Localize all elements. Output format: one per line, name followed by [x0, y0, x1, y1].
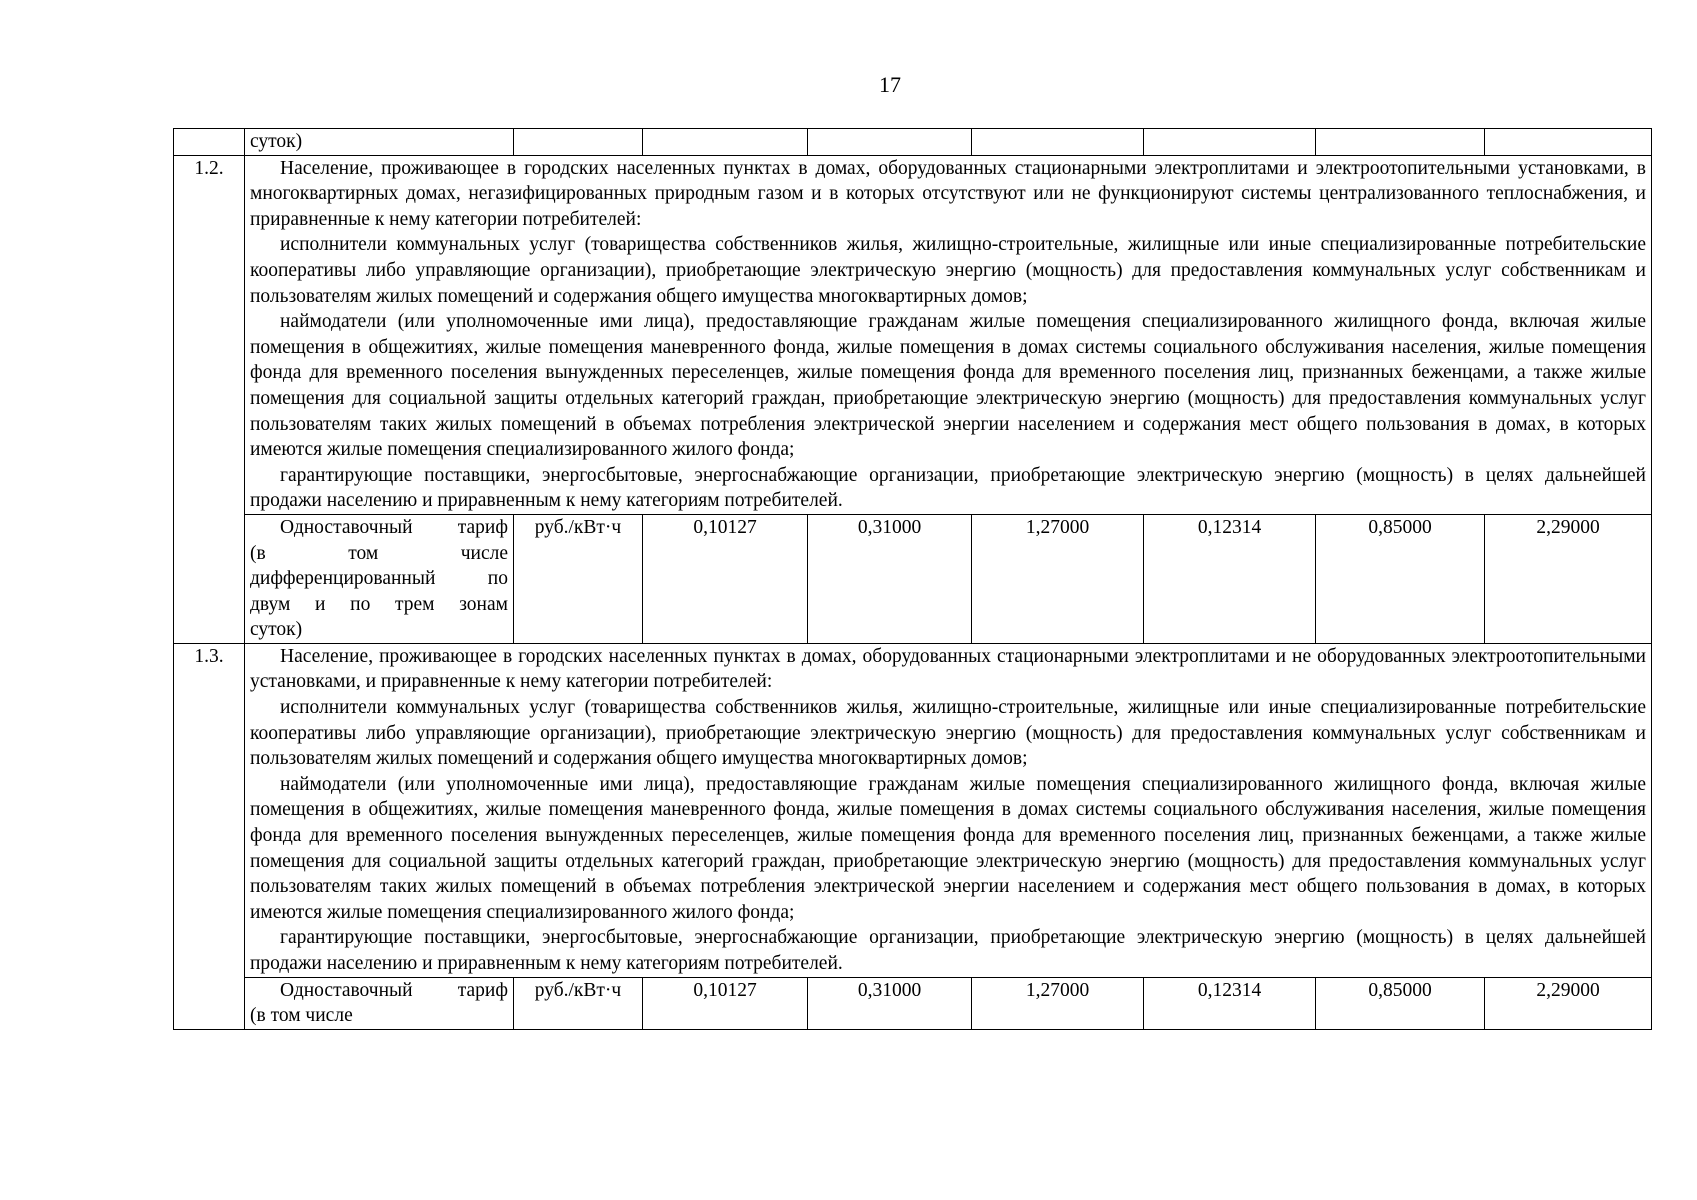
section-description	[245, 643, 1652, 977]
section-description	[245, 155, 1652, 514]
section-number: 1.2.	[174, 155, 245, 643]
section-row	[174, 643, 1652, 977]
tariff-name-line: (в том числе	[250, 1005, 353, 1027]
page-number: 17	[879, 72, 901, 97]
row-number-cell	[174, 129, 245, 156]
tariff-value-cell: 1,27000	[972, 977, 1144, 1029]
tariff-value-cell: 2,29000	[1485, 977, 1652, 1029]
tariff-value-cell: 0,12314	[1144, 977, 1316, 1029]
tariff-name-line: суток)	[250, 619, 303, 641]
value-cell	[1316, 129, 1485, 156]
tariff-value-cell: 2,29000	[1485, 514, 1652, 643]
unit-cell: руб./кВт·ч	[514, 514, 643, 643]
value-cell	[1144, 129, 1316, 156]
tariff-row	[174, 977, 1652, 1029]
tariff-name-line: Одноставочный тариф	[280, 516, 508, 538]
unit-cell	[514, 129, 643, 156]
description-paragraph: гарантирующие поставщики, энергосбытовые, энергоснабжающие организации, приобретающие электрическую энергию (мощность) в целях дальнейшей продажи населению и приравненным к нему категориям потребителей.	[250, 927, 1646, 974]
value-cell	[808, 129, 972, 156]
tariff-name-line: двум и по трем зонам	[250, 593, 508, 615]
tariff-name-line: дифференцированный по	[250, 568, 508, 590]
tariff-value-cell: 0,10127	[643, 514, 808, 643]
description-paragraph: гарантирующие поставщики, энергосбытовые, энергоснабжающие организации, приобретающие электрическую энергию (мощность) в целях дальнейшей продажи населению и приравненным к нему категориям потребителей.	[250, 464, 1646, 512]
value-cell	[972, 129, 1144, 156]
tariff-name-cell	[245, 977, 514, 1029]
description-paragraph: исполнители коммунальных услуг (товарищества собственников жилья, жилищно-строительные, жилищные или иные специализированные потребительские кооперативы либо управляющие организации), приобретающие электрическую энергию (мощность) для предоставления коммунальных услуг собственникам и пользователям жилых помещений и содержания общего имущества многоквартирных домов;	[250, 234, 1646, 307]
value-cell	[643, 129, 808, 156]
table-row	[174, 129, 1652, 156]
tariff-name-cell: суток)	[245, 129, 514, 156]
tariff-name-line: (в том числе	[250, 542, 508, 564]
description-paragraph: наймодатели (или уполномоченные ими лица), предоставляющие гражданам жилые помещения специализированного жилищного фонда, включая жилые помещения в общежитиях, жилые помещения маневренного фонда, жилые помещения в домах системы социального обслуживания населения, жилые помещения фонда для временного поселения вынужденных переселенцев, жилые помещения фонда для временного поселения лиц, признанных беженцами, а также жилые помещения для социальной защиты отдельных категорий граждан, приобретающие электрическую энергию (мощность) для предоставления коммунальных услуг пользователям таких жилых помещений в объемах потребления электрической энергии населением и содержания мест общего пользования в домах, в которых имеются жилые помещения специализированного жилого фонда;	[250, 773, 1646, 923]
description-paragraph: наймодатели (или уполномоченные ими лица), предоставляющие гражданам жилые помещения специализированного жилищного фонда, включая жилые помещения в общежитиях, жилые помещения маневренного фонда, жилые помещения в домах системы социального обслуживания населения, жилые помещения фонда для временного поселения вынужденных переселенцев, жилые помещения фонда для временного поселения лиц, признанных беженцами, а также жилые помещения для социальной защиты отдельных категорий граждан, приобретающие электрическую энергию (мощность) для предоставления коммунальных услуг пользователям таких жилых помещений в объемах потребления электрической энергии населением и содержания мест общего пользования в домах, в которых имеются жилые помещения специализированного жилого фонда;	[250, 311, 1646, 461]
value-cell	[1485, 129, 1652, 156]
description-paragraph: исполнители коммунальных услуг (товарищества собственников жилья, жилищно-строительные, жилищные или иные специализированные потребительские кооперативы либо управляющие организации), приобретающие электрическую энергию (мощность) для предоставления коммунальных услуг собственникам и пользователям жилых помещений и содержания общего имущества многоквартирных домов;	[250, 697, 1646, 770]
tariff-name-cell	[245, 514, 514, 643]
section-row	[174, 155, 1652, 514]
tariff-table	[173, 128, 1652, 1030]
unit-cell: руб./кВт·ч	[514, 977, 643, 1029]
tariff-value-cell: 0,10127	[643, 977, 808, 1029]
tariff-value-cell: 1,27000	[972, 514, 1144, 643]
description-paragraph: Население, проживающее в городских населенных пунктах в домах, оборудованных стационарными электроплитами и не оборудованных электроотопительными установками, и приравненные к нему категории потребителей:	[250, 645, 1646, 693]
tariff-value-cell: 0,31000	[808, 514, 972, 643]
tariff-value-cell: 0,85000	[1316, 514, 1485, 643]
tariff-value-cell: 0,31000	[808, 977, 972, 1029]
section-number: 1.3.	[174, 643, 245, 1029]
tariff-value-cell: 0,85000	[1316, 977, 1485, 1029]
tariff-name-line: Одноставочный тариф	[280, 979, 508, 1001]
tariff-value-cell: 0,12314	[1144, 514, 1316, 643]
description-paragraph: Население, проживающее в городских населенных пунктах в домах, оборудованных стационарными электроплитами и электроотопительными установками, в многоквартирных домах, негазифицированных природным газом и в которых отсутствуют или не функционируют системы централизованного теплоснабжения, и приравненные к нему категории потребителей:	[250, 157, 1646, 230]
tariff-row	[174, 514, 1652, 643]
